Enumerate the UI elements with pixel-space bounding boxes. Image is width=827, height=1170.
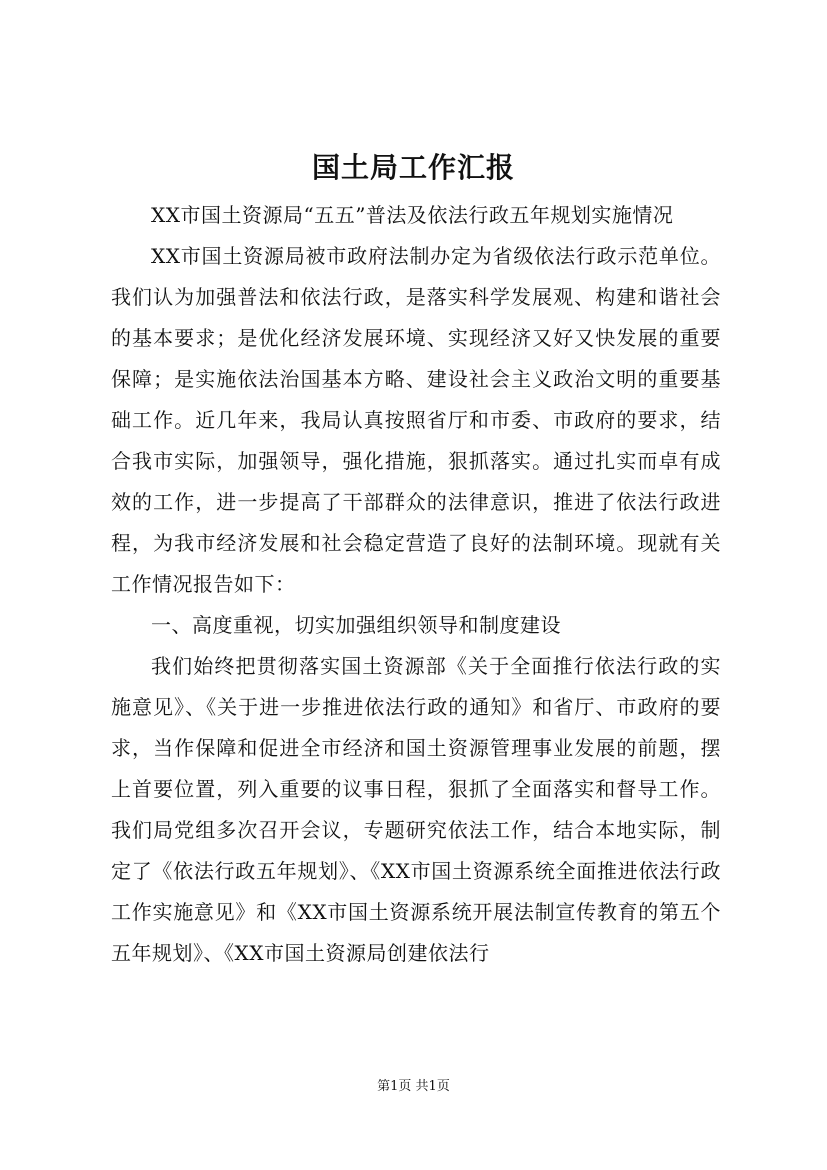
paragraph-section-one: 我们始终把贯彻落实国土资源部《关于全面推行依法行政的实施意见》、《关于进一步推进依法行政的通知》和省厅、市政府的要求，当作保障和促进全市经济和国土资源管理事业发展的前题，摆上首要位置，列入重要的议事日程，狠抓了全面落实和督导工作。我们局党组多次召开会议，专题研究依法工作，结合本地实际，制定了《依法行政五年规划》、《XX市国土资源系统全面推进依法行政工作实施意见》和《XX市国土资源系统开展法制宣传教育的第五个五年规划》、《XX市国土资源局创建依法行 bbox=[111, 654, 721, 965]
paragraph-intro: XX市国土资源局被市政府法制办定为省级依法行政示范单位。我们认为加强普法和依法行政，是落实科学发展观、构建和谐社会的基本要求；是优化经济发展环境、实现经济又好又快发展的重要保障；是实施依法治国基本方略、建设社会主义政治文明的重要基础工作。近几年来，我局认真按照省厅和市委、市政府的要求，结合我市实际，加强领导，强化措施，狠抓落实。通过扎实而卓有成效的工作，进一步提高了干部群众的法律意识，推进了依法行政进程，为我市经济发展和社会稳定营造了良好的法制环境。现就有关工作情况报告如下： bbox=[111, 244, 721, 596]
section-heading: 一、高度重视，切实加强组织领导和制度建设 bbox=[151, 613, 561, 637]
paragraph-subtitle: XX市国土资源局“五五”普法及依法行政五年规划实施情况 bbox=[151, 203, 674, 227]
page-footer: 第1页 共1页 bbox=[377, 1079, 450, 1094]
document-title: 国土局工作汇报 bbox=[311, 151, 515, 184]
document-body bbox=[111, 195, 721, 974]
